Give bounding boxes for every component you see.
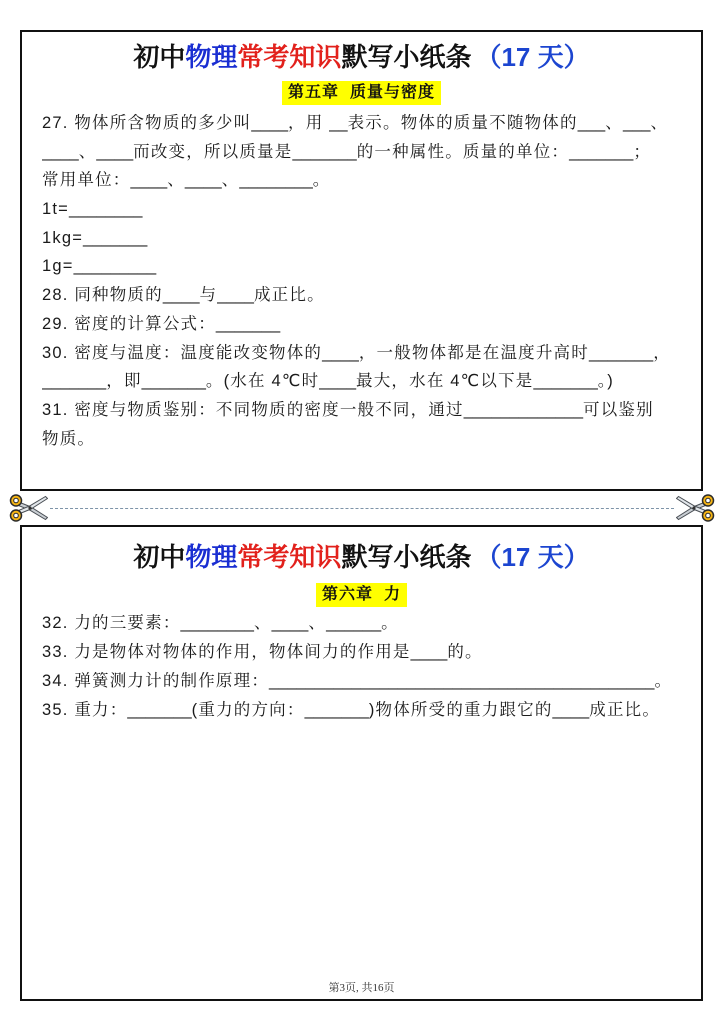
answer-blank: _______	[292, 142, 357, 161]
answer-blank: _______	[83, 228, 148, 247]
title-highlight: 常考知识	[237, 542, 342, 572]
title-prefix: 初中	[133, 42, 186, 72]
question-list	[42, 109, 697, 453]
note-title	[22, 541, 701, 573]
answer-blank: _______	[42, 372, 107, 391]
question-27-unit-g: 1g=_________	[42, 257, 157, 276]
answer-blank: _______	[569, 142, 634, 161]
answer-blank: _______	[304, 701, 369, 719]
answer-blank: _____________	[463, 400, 584, 419]
question-31-line-2: 物质。	[42, 429, 96, 448]
question-27-unit-t: 1t=________	[42, 200, 143, 219]
answer-blank: __	[329, 114, 348, 132]
answer-blank: _________	[73, 257, 157, 276]
title-main: 默写小纸条	[341, 542, 472, 572]
chapter-label: 第五章 质量与密度	[282, 81, 441, 105]
question-30-line-1: 30. 密度与温度：温度能改变物体的____，一般物体都是在温度升高时_______，	[42, 343, 671, 362]
question-27-unit-kg: 1kg=_______	[42, 228, 148, 247]
answer-blank: _______	[588, 343, 654, 362]
question-29: 29. 密度的计算公式：_______	[42, 314, 281, 333]
question-list	[42, 609, 697, 725]
title-subject: 物理	[185, 542, 238, 572]
title-days: （17 天）	[475, 542, 590, 572]
question-31-line-1: 31. 密度与物质鉴别：不同物质的密度一般不同，通过_____________可以鉴别	[42, 400, 654, 419]
chapter-row	[22, 81, 701, 105]
answer-blank: ___	[622, 114, 651, 132]
answer-blank: ____	[42, 142, 79, 161]
answer-blank: ________	[239, 171, 313, 190]
answer-blank: ____	[552, 701, 590, 719]
question-33: 33. 力是物体对物体的作用，物体间力的作用是____的。	[42, 643, 483, 661]
chapter-label: 第六章 力	[316, 583, 407, 607]
answer-blank: ______	[326, 614, 382, 632]
answer-blank: ____	[96, 142, 134, 161]
title-prefix: 初中	[133, 542, 186, 572]
note-title	[22, 41, 701, 73]
right-scissors-icon	[676, 493, 716, 523]
question-27-line-2: ____、____而改变，所以质量是_______的一种属性。质量的单位：_______；	[42, 142, 652, 161]
question-27-line-3: 常用单位：____、____、________。	[42, 171, 331, 190]
answer-blank: ____	[130, 171, 168, 190]
answer-blank: ________	[180, 614, 254, 632]
answer-blank: ____	[271, 614, 309, 632]
answer-blank: _______	[127, 701, 192, 719]
question-35: 35. 重力：_______(重力的方向：_______)物体所受的重力跟它的____成正比。	[42, 701, 661, 719]
answer-blank: _______	[141, 372, 206, 391]
question-32: 32. 力的三要素：________、____、______。	[42, 614, 399, 632]
note-card-chapter-6	[20, 525, 703, 1001]
title-main: 默写小纸条	[341, 42, 472, 72]
answer-blank: ____	[322, 343, 359, 362]
question-27-line-1: 27. 物体所含物质的多少叫____，用 __表示。物体的质量不随物体的___、___、	[42, 114, 669, 132]
question-34: 34. 弹簧测力计的制作原理：__________________________________________。	[42, 672, 673, 690]
answer-blank: ____	[410, 643, 448, 661]
answer-blank: ____	[319, 372, 357, 391]
chapter-row	[22, 583, 701, 607]
answer-blank: ________	[69, 200, 143, 219]
answer-blank: ____	[251, 114, 289, 132]
dashed-cut-line	[50, 508, 674, 509]
answer-blank: ___	[577, 114, 606, 132]
title-subject: 物理	[185, 42, 238, 72]
answer-blank: ____	[217, 286, 254, 305]
answer-blank: _______	[533, 372, 598, 391]
answer-blank: ____	[184, 171, 222, 190]
question-30-line-2: _______，即_______。(水在 4℃时____最大，水在 4℃以下是_______。)	[42, 372, 614, 391]
note-card-chapter-5	[20, 30, 703, 491]
answer-blank: _______	[215, 314, 281, 333]
answer-blank: ____	[162, 286, 200, 305]
question-28: 28. 同种物质的____与____成正比。	[42, 286, 325, 305]
title-days: （17 天）	[475, 42, 590, 72]
scissors-icon	[11, 495, 48, 521]
page-number-footer: 第3页, 共16页	[328, 982, 395, 994]
answer-blank: __________________________________________	[269, 672, 655, 690]
scissors-icon	[677, 495, 714, 521]
title-highlight: 常考知识	[237, 42, 342, 72]
left-scissors-icon	[8, 493, 48, 523]
